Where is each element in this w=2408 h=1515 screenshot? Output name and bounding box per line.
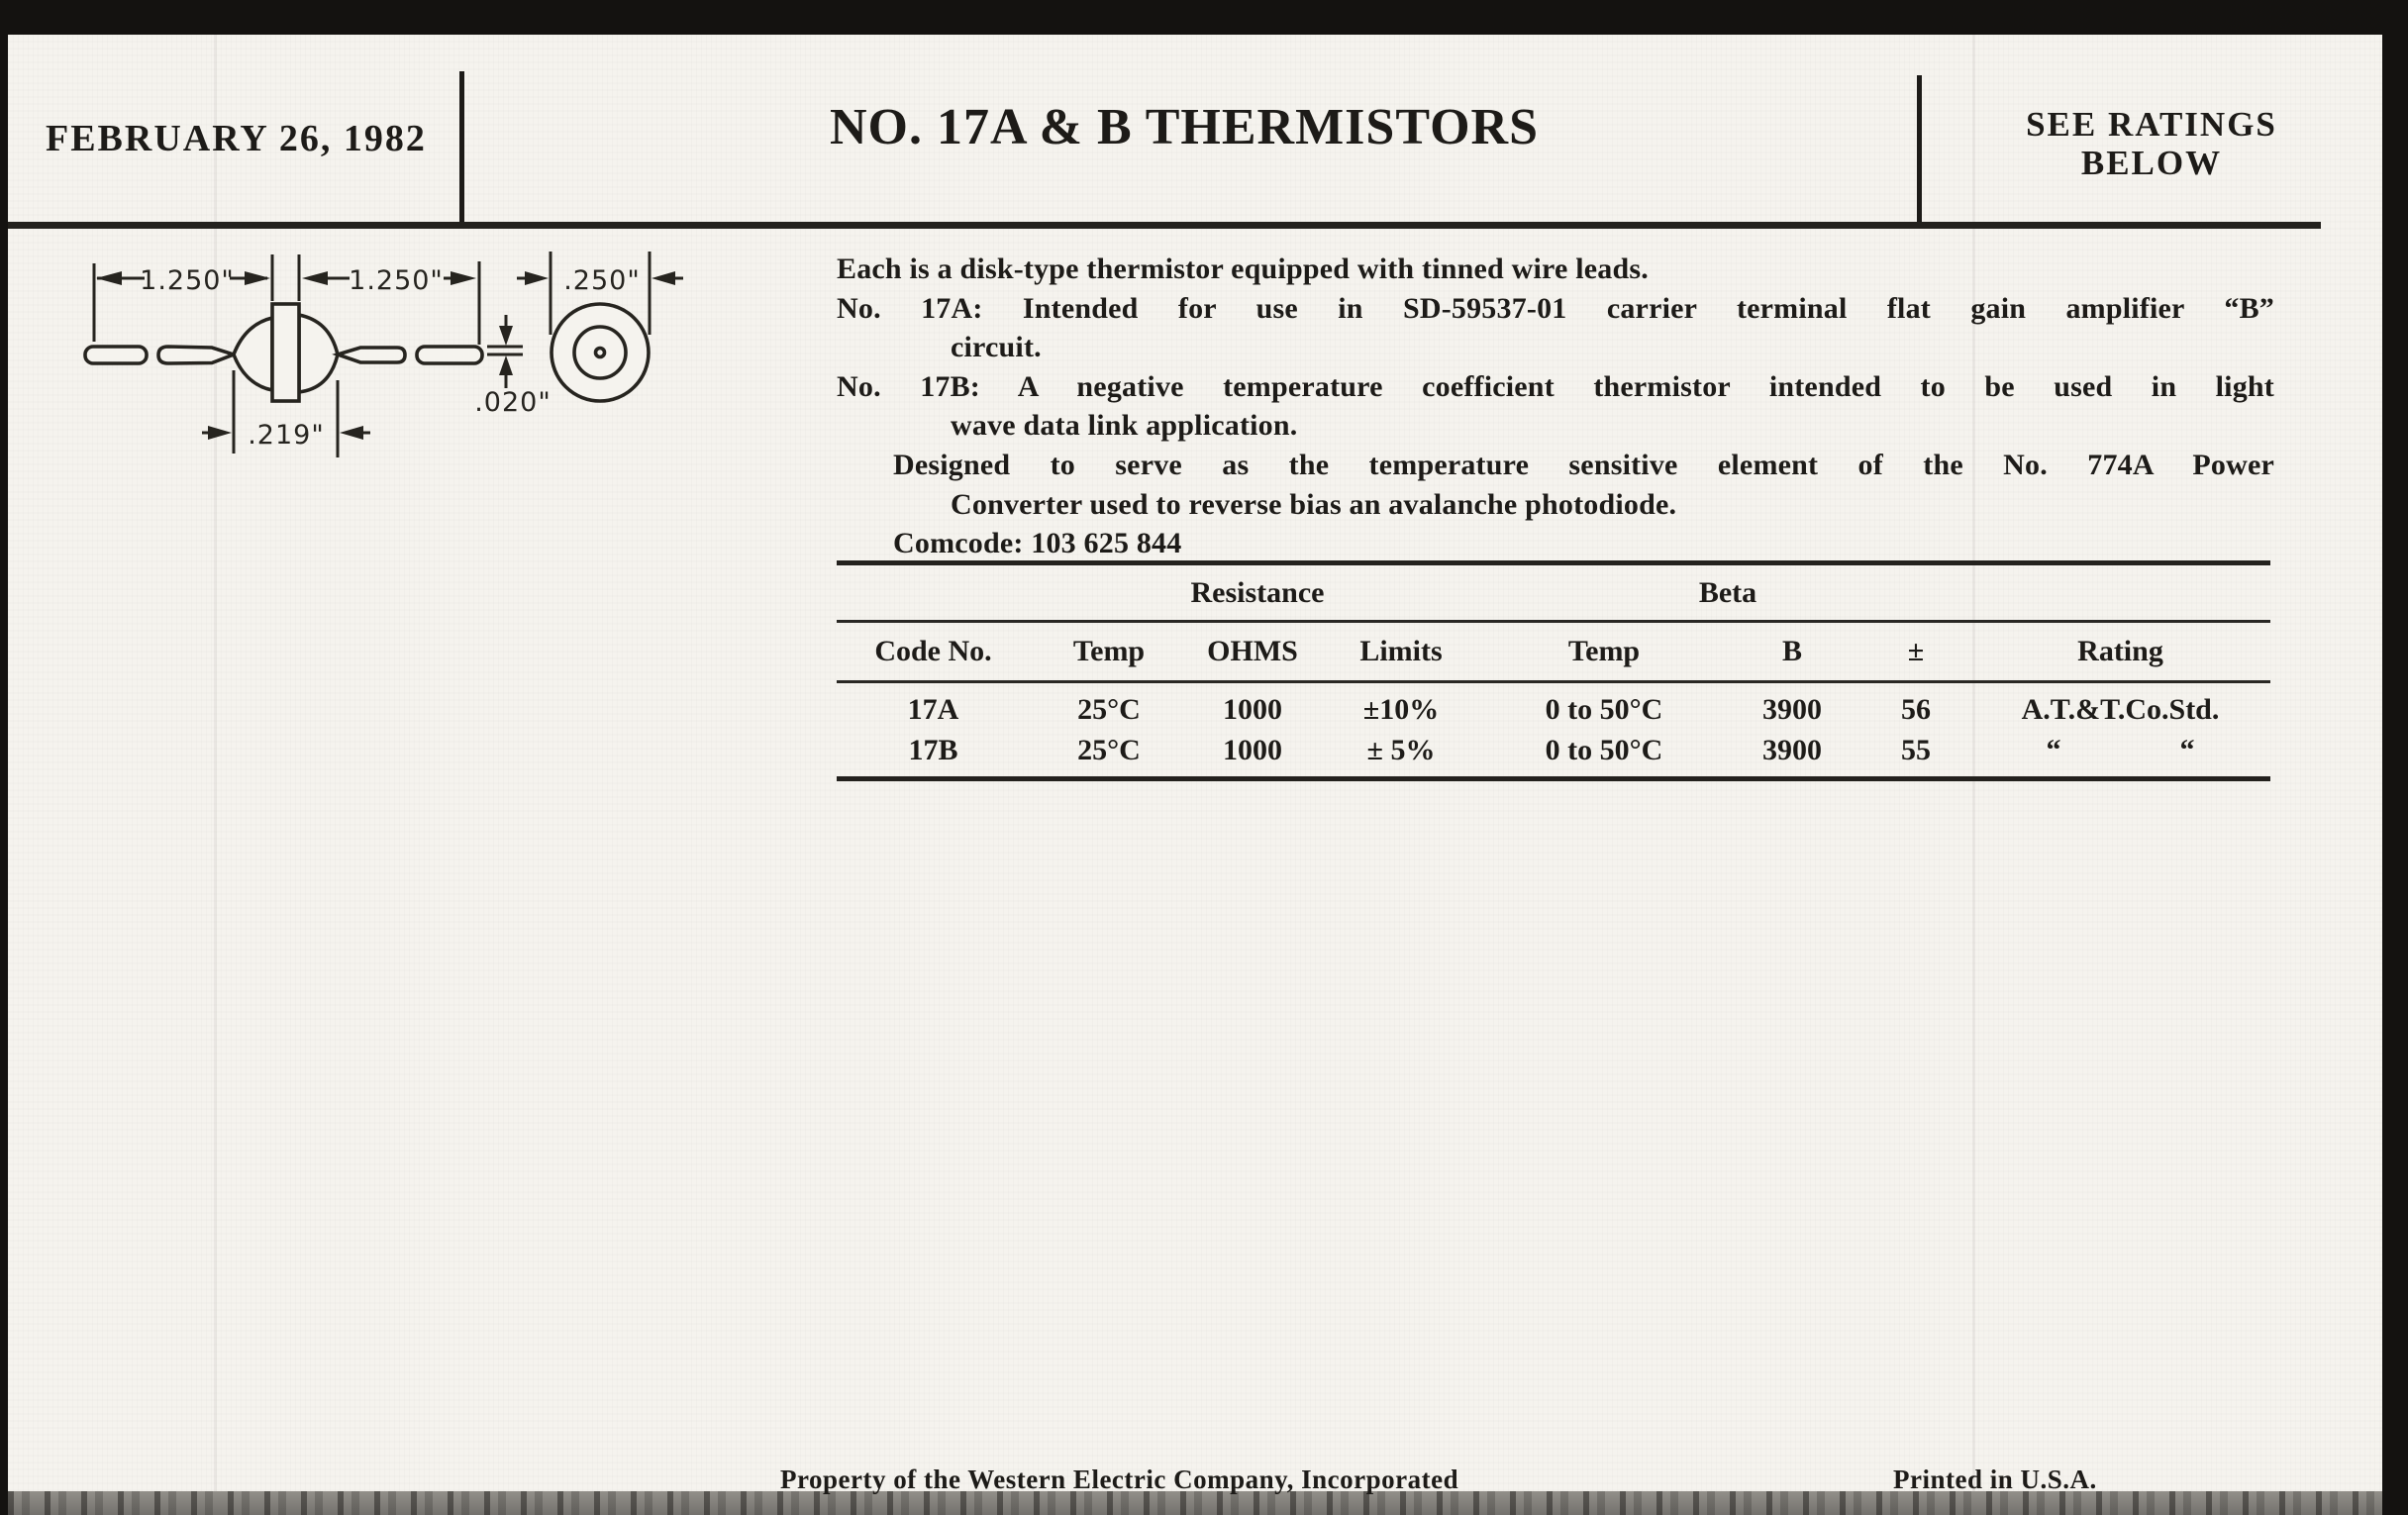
col-header-rating: Rating [2077, 635, 2163, 667]
description-block [837, 250, 2274, 563]
ratings-note-line2: BELOW [2080, 144, 2223, 182]
table-group-header-row [837, 565, 2270, 620]
table-row-17b [837, 730, 2270, 770]
header-divider-right [1917, 75, 1922, 224]
table-row-17a [837, 689, 2270, 730]
thermistor-dimension-drawing [59, 243, 713, 475]
scan-edge-top [0, 0, 2408, 35]
description-line: Each is a disk-type thermistor equipped with tinned wire leads. [837, 252, 1649, 285]
col-header-temp-resistance: Temp [1072, 635, 1146, 667]
thermistor-front-view [552, 304, 649, 401]
group-header-resistance: Resistance [1190, 575, 1325, 609]
dimension-lead-left [94, 254, 272, 342]
cell-code: 17B [908, 733, 958, 766]
ratings-note [1998, 105, 2305, 182]
cell-code: 17A [907, 692, 959, 726]
cell-b: 3900 [1762, 692, 1822, 726]
dim-label-disk-diameter: .250" [563, 265, 641, 296]
col-header-limits: Limits [1359, 635, 1443, 667]
item-17a-line2: circuit. [951, 331, 1042, 364]
comcode-line: Comcode: 103 625 844 [893, 527, 1182, 560]
cell-tolerance: 56 [1901, 692, 1931, 726]
dim-label-lead-left: 1.250" [140, 265, 235, 296]
cell-temp: 25°C [1077, 692, 1141, 726]
designed-line1: Designed to serve as the temperature sensitive element of the No. 774A Power [893, 448, 2274, 481]
cell-tolerance: 55 [1901, 733, 1931, 766]
cell-b: 3900 [1762, 733, 1822, 766]
cell-beta-temp: 0 to 50°C [1545, 692, 1663, 726]
cell-temp: 25°C [1077, 733, 1141, 766]
dim-label-disk-width: .219" [248, 420, 325, 451]
page-title: NO. 17A & B THERMISTORS [829, 99, 1539, 155]
designed-line2: Converter used to reverse bias an avalanche photodiode. [951, 487, 1677, 521]
cell-rating-ditto: “ “ [2046, 733, 2195, 766]
group-header-beta: Beta [1698, 575, 1757, 609]
table-rule-bottom [837, 776, 2270, 781]
scan-edge-right [2382, 28, 2408, 1515]
item-17a-line1: No. 17A: Intended for use in SD-59537-01 carrier terminal flat gain amplifier “B” [837, 291, 2274, 325]
scan-edge-left [0, 0, 8, 1515]
spec-table [837, 560, 2270, 781]
col-header-ohms: OHMS [1207, 635, 1298, 667]
header-divider-left [459, 71, 464, 222]
item-17b-line2: wave data link application. [951, 409, 1298, 443]
cell-limits: ±10% [1362, 692, 1440, 726]
header-rule [8, 222, 2321, 229]
cell-rating: A.T.&T.Co.Std. [2021, 692, 2220, 726]
cell-ohms: 1000 [1223, 692, 1282, 726]
ratings-note-line1: SEE RATINGS [2026, 105, 2277, 144]
cell-ohms: 1000 [1223, 733, 1282, 766]
thermistor-side-view [85, 304, 482, 401]
dim-label-lead-right: 1.250" [349, 265, 444, 296]
printed-note: Printed in U.S.A. [1893, 1464, 2097, 1494]
table-header-row [837, 623, 2270, 680]
dimension-lead-thickness [474, 315, 552, 418]
cell-limits: ± 5% [1366, 733, 1436, 766]
cell-beta-temp: 0 to 50°C [1545, 733, 1663, 766]
item-17b-line1: No. 17B: A negative temperature coefficient thermistor intended to be used in light [837, 369, 2274, 403]
issue-date: FEBRUARY 26, 1982 [46, 118, 427, 159]
col-header-code-no: Code No. [874, 635, 992, 667]
property-notice: Property of the Western Electric Company, Incorporated [780, 1464, 1459, 1494]
col-header-temp-beta: Temp [1567, 635, 1641, 667]
col-header-b: B [1781, 635, 1802, 667]
col-header-plus-minus: ± [1907, 635, 1925, 667]
dim-label-lead-thickness: .020" [474, 387, 552, 418]
